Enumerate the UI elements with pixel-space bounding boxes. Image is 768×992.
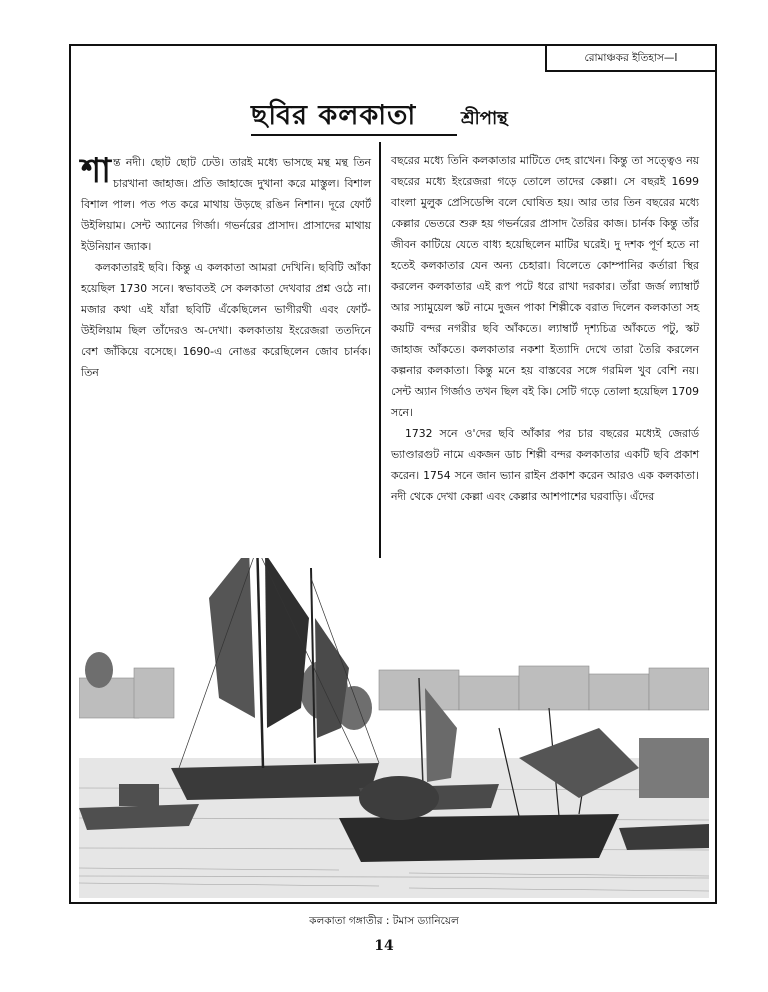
- paragraph: বছরের মধ্যে তিনি কলকাতার মাটিতে দেহ রাখেন। কিন্তু তা সত্ত্বেও নয় বছরের মধ্যে ইংরেজরা গড়ে তোলে তাদের কেল্লা। সে বছরই 1699 বাংলা মুলুক প্রেসিডেন্সি বলে ঘোষিত হয়। আর তার তিন বছরের মধ্যে কেল্লার ভেতরে শুরু হয় গভর্নরের প্রাসাদ তৈরির কাজ। চার্নক কিন্তু তাঁর জীবন কাটিয়ে যেতে বাধ্য হয়েছিলেন মাটির ঘরেই। দু দশক পূর্ণ হতে না হতেই কলকাতার যেন অন্য চেহারা। বিলেতে কোম্পানির কর্তারা স্থির করলেন কলকাতার এই রূপ পটে ধরে রাখা দরকার। তাঁরা জর্জ ল্যাম্বার্ট আর স্যামুয়েল স্কট নামে দুজন পাকা শিল্পীকে বরাত দিলেন কলকাতা সহ কয়টি বন্দর নগরীর ছবি আঁকতে। ল্যাম্বার্ট দৃশ্যচিত্র আঁকতে পটু, স্কট জাহাজ আঁকতে। কলকাতার নকশা ইত্যাদি দেখে তারা তৈরি করলেন কল্পনার কলকাতা। কিন্তু মনে হয় বাস্তবের সঙ্গে গরমিল খুব বেশি নয়। সেন্ট অ্যান গির্জাও তখন ছিল বই কি। সেটি গড়ে তোলা হয়েছিল 1709 সনে।: [391, 154, 699, 419]
- illustration-caption: কলকাতা গঙ্গাতীর : টমাস ড্যানিয়েল: [309, 915, 459, 927]
- ships-engraving-image: [79, 558, 709, 898]
- right-column: [391, 150, 699, 507]
- paragraph: [81, 152, 371, 257]
- drop-cap: শা: [81, 151, 111, 191]
- page-number: 14: [374, 938, 394, 954]
- author-name: শ্রীপান্থ: [461, 108, 508, 129]
- harbour-illustration: [79, 558, 709, 898]
- page-title: ছবির কলকাতা: [251, 100, 417, 131]
- title-underline: [251, 134, 457, 136]
- paragraph: 1732 সনে ও'দের ছবি আঁকার পর চার বছরের মধ্যেই জেরার্ড ভ্যাণ্ডারগুট নামে একজন ডাচ শিল্পী বন্দর কলকাতার একটি ছবি প্রকাশ করেন। 1754 সনে জান ভ্যান রাইন প্রকাশ করেন আরও এক কলকাতা। নদী থেকে দেখা কেল্লা এবং কেল্লার আশপাশের ঘরবাড়ি। এঁদের: [391, 427, 699, 503]
- title-block: [251, 100, 551, 140]
- paragraph: কলকাতারই ছবি। কিন্তু এ কলকাতা আমরা দেখিনি। ছবিটি আঁকা হয়েছিল 1730 সনে। স্বভাবতই সে কলকাতা দেখবার প্রশ্ন ওঠে না। মজার কথা এই যাঁরা ছবিটি এঁকেছিলেন ভাগীরথী এবং ফোর্ট-উইলিয়াম ছিল তাঁদেরও অ-দেখা। কলকাতায় ইংরেজরা ততদিনে বেশ জাঁকিয়ে বসেছে। 1690-এ নোঙর করেছিলেন জোব চার্নক। তিন: [81, 261, 371, 379]
- running-head: রোমাঞ্চকর ইতিহাস—I: [545, 46, 715, 72]
- column-divider: [379, 142, 381, 562]
- paragraph-text: ন্ত নদী। ছোট ছোট ঢেউ। তারই মধ্যে ভাসছে মন্থ মন্থ তিন চারখানা জাহাজ। প্রতি জাহাজে দুখানা করে মাস্তুল। বিশাল বিশাল পাল। পত পত করে মাথায় উড়ছে রঙিন নিশান। দূরে ফোর্ট উইলিয়াম। সেন্ট অ্যানের গির্জা। গভর্নরের প্রাসাদ। প্রাসাদের মাথায় ইউনিয়ান জ্যাক।: [81, 156, 371, 253]
- left-column: [81, 152, 371, 383]
- page-frame: [69, 44, 717, 904]
